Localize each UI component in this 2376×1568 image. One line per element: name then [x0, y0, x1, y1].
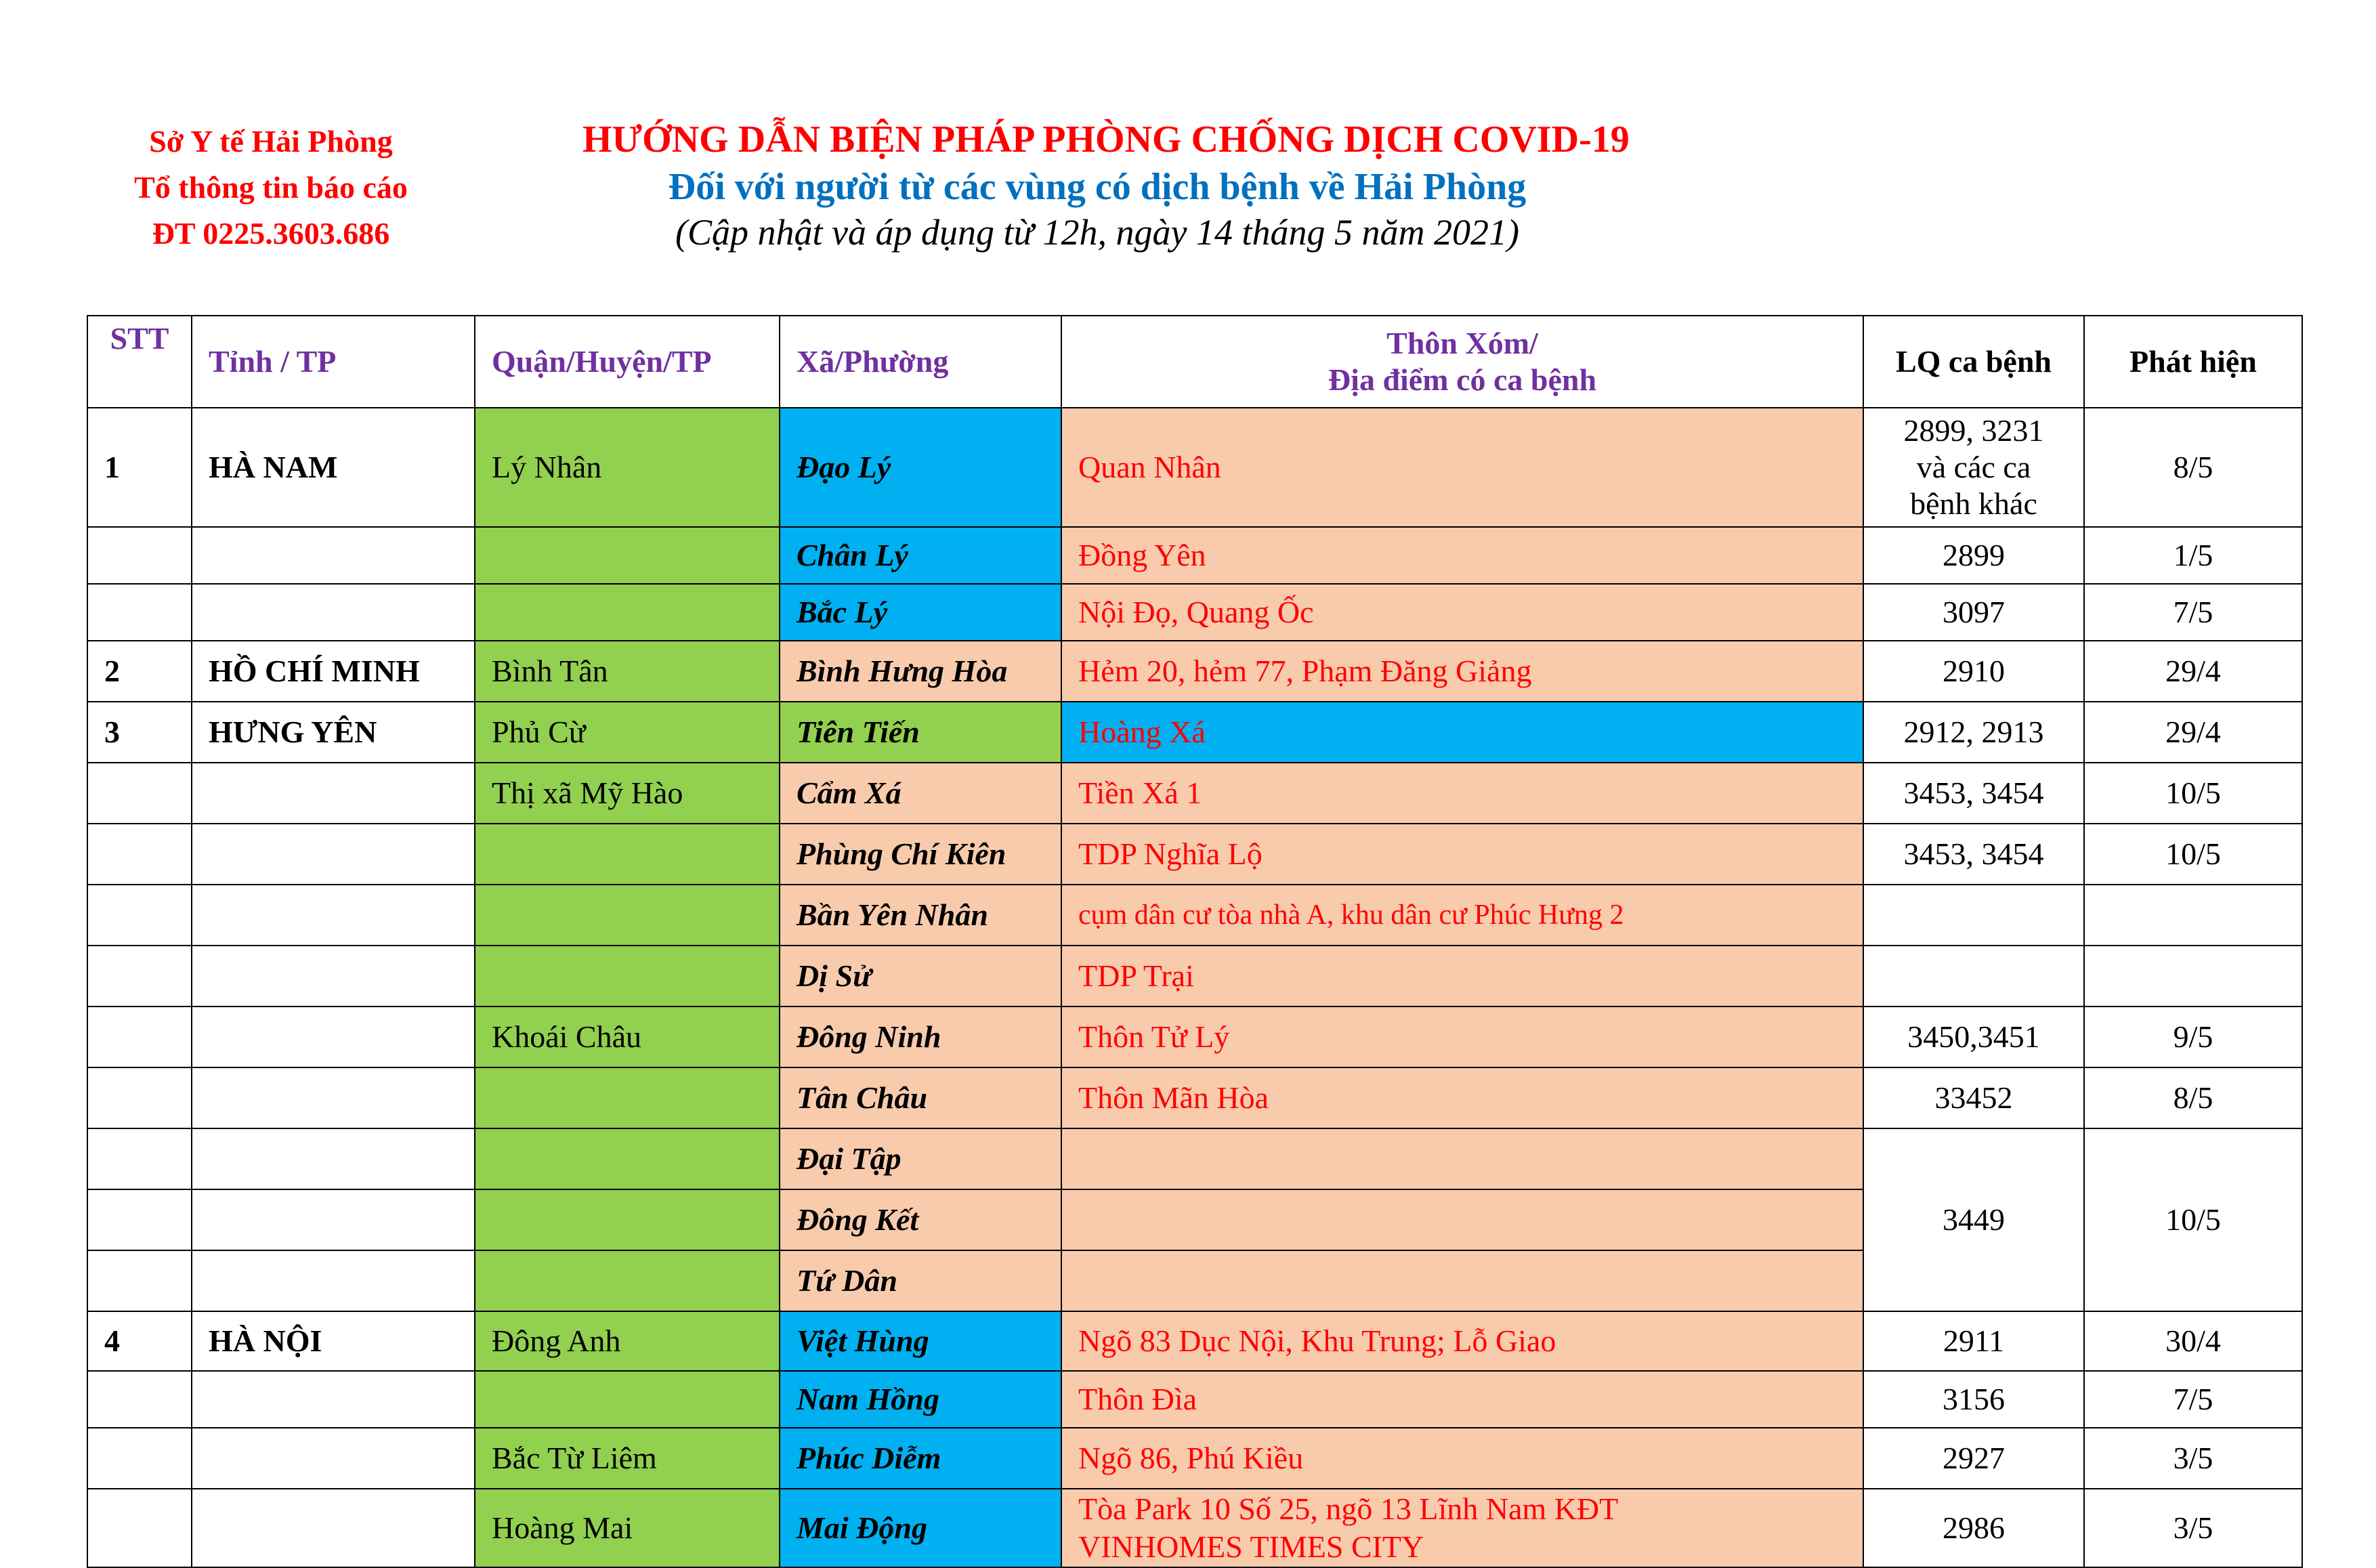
cell-province	[192, 1428, 475, 1489]
cell-ward: Phùng Chí Kiên	[780, 824, 1061, 885]
cell-province	[192, 1007, 475, 1067]
header-detected: Phát hiện	[2084, 316, 2302, 408]
cell-related-case: 2912, 2913	[1863, 702, 2084, 763]
cell-stt	[87, 1250, 192, 1311]
cell-district	[475, 1128, 780, 1189]
cell-district: Bình Tân	[475, 641, 780, 702]
cell-location	[1061, 1128, 1863, 1189]
cell-district: Đông Anh	[475, 1311, 780, 1371]
cell-related-case: 3156	[1863, 1371, 2084, 1428]
cell-district: Hoàng Mai	[475, 1489, 780, 1567]
cell-related-case: 3453, 3454	[1863, 824, 2084, 885]
cell-related-case: 2910	[1863, 641, 2084, 702]
update-note: (Cập nhật và áp dụng từ 12h, ngày 14 tháng 5 năm 2021)	[675, 212, 1519, 253]
location-line2: VINHOMES TIMES CITY	[1078, 1529, 1424, 1564]
cell-stt	[87, 584, 192, 641]
cell-province	[192, 1189, 475, 1250]
cell-related-case	[1863, 885, 2084, 946]
cell-stt	[87, 1428, 192, 1489]
cell-stt: 1	[87, 408, 192, 527]
cell-province	[192, 527, 475, 584]
cell-location: TDP Nghĩa Lộ	[1061, 824, 1863, 885]
cell-related-case: 2927	[1863, 1428, 2084, 1489]
cell-district	[475, 1067, 780, 1128]
cell-related-case: 3449	[1863, 1128, 2084, 1311]
related-case-line3: bệnh khác	[1910, 486, 2037, 521]
cell-location: Ngõ 83 Dục Nội, Khu Trung; Lỗ Giao	[1061, 1311, 1863, 1371]
cell-ward: Cẩm Xá	[780, 763, 1061, 824]
cell-detected	[2084, 885, 2302, 946]
cell-district	[475, 1371, 780, 1428]
cell-stt	[87, 1189, 192, 1250]
cell-detected: 29/4	[2084, 641, 2302, 702]
cell-ward: Đông Kết	[780, 1189, 1061, 1250]
cell-province	[192, 824, 475, 885]
header-related-case: LQ ca bệnh	[1863, 316, 2084, 408]
cell-detected: 3/5	[2084, 1489, 2302, 1567]
table-row	[87, 702, 2302, 763]
table-row	[87, 1428, 2302, 1489]
header-location-line2: Địa điểm có ca bệnh	[1328, 362, 1597, 397]
cell-stt: 3	[87, 702, 192, 763]
cell-province	[192, 1371, 475, 1428]
location-line1: Tòa Park 10 Số 25, ngõ 13 Lĩnh Nam KĐT	[1078, 1491, 1619, 1526]
cell-detected: 3/5	[2084, 1428, 2302, 1489]
cell-related-case: 3450,3451	[1863, 1007, 2084, 1067]
table-row	[87, 946, 2302, 1007]
org-phone: ĐT 0225.3603.686	[152, 216, 390, 251]
org-name: Sở Y tế Hải Phòng	[149, 124, 393, 158]
cell-related-case: 33452	[1863, 1067, 2084, 1128]
cell-province	[192, 946, 475, 1007]
cell-location: TDP Trại	[1061, 946, 1863, 1007]
cell-location: Thôn Tử Lý	[1061, 1007, 1863, 1067]
cell-province	[192, 885, 475, 946]
table-row	[87, 1371, 2302, 1428]
cell-ward: Tứ Dân	[780, 1250, 1061, 1311]
issuing-organization	[95, 119, 447, 257]
cell-related-case	[1863, 946, 2084, 1007]
table-row	[87, 763, 2302, 824]
cell-district: Phủ Cừ	[475, 702, 780, 763]
document-subtitle: Đối với người từ các vùng có dịch bệnh về Hải Phòng	[668, 166, 1527, 208]
cell-detected: 7/5	[2084, 584, 2302, 641]
cell-location: Nội Đọ, Quang Ốc	[1061, 584, 1863, 641]
table-row	[87, 1128, 2302, 1189]
cell-detected: 10/5	[2084, 824, 2302, 885]
cell-district	[475, 527, 780, 584]
cell-district: Bắc Từ Liêm	[475, 1428, 780, 1489]
related-case-line1: 2899, 3231	[1903, 413, 2044, 448]
cell-ward: Đạo Lý	[780, 408, 1061, 527]
cell-district	[475, 1189, 780, 1250]
cell-detected: 30/4	[2084, 1311, 2302, 1371]
cell-province: HÀ NỘI	[192, 1311, 475, 1371]
header-location	[1061, 316, 1863, 408]
cell-location	[1061, 1189, 1863, 1250]
header-province: Tỉnh / TP	[192, 316, 475, 408]
cell-location	[1061, 1250, 1863, 1311]
cell-stt: 2	[87, 641, 192, 702]
cell-ward: Việt Hùng	[780, 1311, 1061, 1371]
cell-ward: Bình Hưng Hòa	[780, 641, 1061, 702]
header-district: Quận/Huyện/TP	[475, 316, 780, 408]
cell-detected: 29/4	[2084, 702, 2302, 763]
cell-related-case: 2899	[1863, 527, 2084, 584]
cell-detected: 7/5	[2084, 1371, 2302, 1428]
cell-ward: Đông Ninh	[780, 1007, 1061, 1067]
cell-detected: 8/5	[2084, 1067, 2302, 1128]
cell-ward: Tân Châu	[780, 1067, 1061, 1128]
cell-district	[475, 1250, 780, 1311]
cell-detected: 10/5	[2084, 763, 2302, 824]
header-stt: STT	[87, 316, 192, 408]
cell-province	[192, 1067, 475, 1128]
table-row	[87, 408, 2302, 527]
cell-ward: Nam Hồng	[780, 1371, 1061, 1428]
header-location-line1: Thôn Xóm/	[1386, 326, 1538, 360]
cell-province	[192, 763, 475, 824]
cell-district	[475, 946, 780, 1007]
table-row	[87, 1489, 2302, 1567]
cell-district: Lý Nhân	[475, 408, 780, 527]
cell-detected: 10/5	[2084, 1128, 2302, 1311]
cell-location: Đồng Yên	[1061, 527, 1863, 584]
cell-location: Ngõ 86, Phú Kiều	[1061, 1428, 1863, 1489]
cell-ward: Bần Yên Nhân	[780, 885, 1061, 946]
table-row	[87, 824, 2302, 885]
cell-location: Hoàng Xá	[1061, 702, 1863, 763]
cell-province: HỒ CHÍ MINH	[192, 641, 475, 702]
cell-district	[475, 885, 780, 946]
cell-ward: Chân Lý	[780, 527, 1061, 584]
cell-ward: Dị Sử	[780, 946, 1061, 1007]
cell-stt	[87, 1007, 192, 1067]
cell-related-case	[1863, 408, 2084, 527]
cell-location: Quan Nhân	[1061, 408, 1863, 527]
cell-district: Khoái Châu	[475, 1007, 780, 1067]
cell-related-case: 2911	[1863, 1311, 2084, 1371]
org-team: Tổ thông tin báo cáo	[134, 170, 408, 205]
cell-stt	[87, 763, 192, 824]
document-title: HƯỚNG DẪN BIỆN PHÁP PHÒNG CHỐNG DỊCH COVID-19	[582, 119, 1630, 161]
cell-related-case: 2986	[1863, 1489, 2084, 1567]
cell-location: Tiền Xá 1	[1061, 763, 1863, 824]
cell-location: Thôn Mãn Hòa	[1061, 1067, 1863, 1128]
cell-province: HƯNG YÊN	[192, 702, 475, 763]
cell-detected: 1/5	[2084, 527, 2302, 584]
cell-detected	[2084, 946, 2302, 1007]
cell-ward: Phúc Diễm	[780, 1428, 1061, 1489]
cell-related-case: 3097	[1863, 584, 2084, 641]
table-row	[87, 885, 2302, 946]
cell-detected: 9/5	[2084, 1007, 2302, 1067]
cell-stt	[87, 1128, 192, 1189]
cell-ward: Đại Tập	[780, 1128, 1061, 1189]
cell-location	[1061, 1489, 1863, 1567]
cell-province	[192, 1489, 475, 1567]
cell-stt	[87, 1371, 192, 1428]
table-row	[87, 1311, 2302, 1371]
cell-stt: 4	[87, 1311, 192, 1371]
cell-district: Thị xã Mỹ Hào	[475, 763, 780, 824]
cell-stt	[87, 946, 192, 1007]
cell-stt	[87, 824, 192, 885]
cell-province	[192, 1128, 475, 1189]
cell-ward: Tiên Tiến	[780, 702, 1061, 763]
related-case-line2: và các ca	[1916, 450, 2031, 484]
cell-ward: Bắc Lý	[780, 584, 1061, 641]
cell-location: cụm dân cư tòa nhà A, khu dân cư Phúc Hưng 2	[1061, 885, 1863, 946]
cell-stt	[87, 1067, 192, 1128]
table-row	[87, 641, 2302, 702]
table-row	[87, 1007, 2302, 1067]
table-row	[87, 1067, 2302, 1128]
header-ward: Xã/Phường	[780, 316, 1061, 408]
outbreak-locations-table	[87, 315, 2303, 1568]
table-row	[87, 584, 2302, 641]
cell-province: HÀ NAM	[192, 408, 475, 527]
document-titles	[582, 115, 1630, 255]
cell-district	[475, 824, 780, 885]
cell-location: Thôn Đìa	[1061, 1371, 1863, 1428]
cell-district	[475, 584, 780, 641]
cell-related-case: 3453, 3454	[1863, 763, 2084, 824]
cell-detected: 8/5	[2084, 408, 2302, 527]
table-header-row	[87, 316, 2302, 408]
cell-province	[192, 584, 475, 641]
cell-province	[192, 1250, 475, 1311]
cell-stt	[87, 1489, 192, 1567]
cell-stt	[87, 527, 192, 584]
cell-ward: Mai Động	[780, 1489, 1061, 1567]
cell-location: Hẻm 20, hẻm 77, Phạm Đăng Giảng	[1061, 641, 1863, 702]
table-row	[87, 527, 2302, 584]
cell-stt	[87, 885, 192, 946]
